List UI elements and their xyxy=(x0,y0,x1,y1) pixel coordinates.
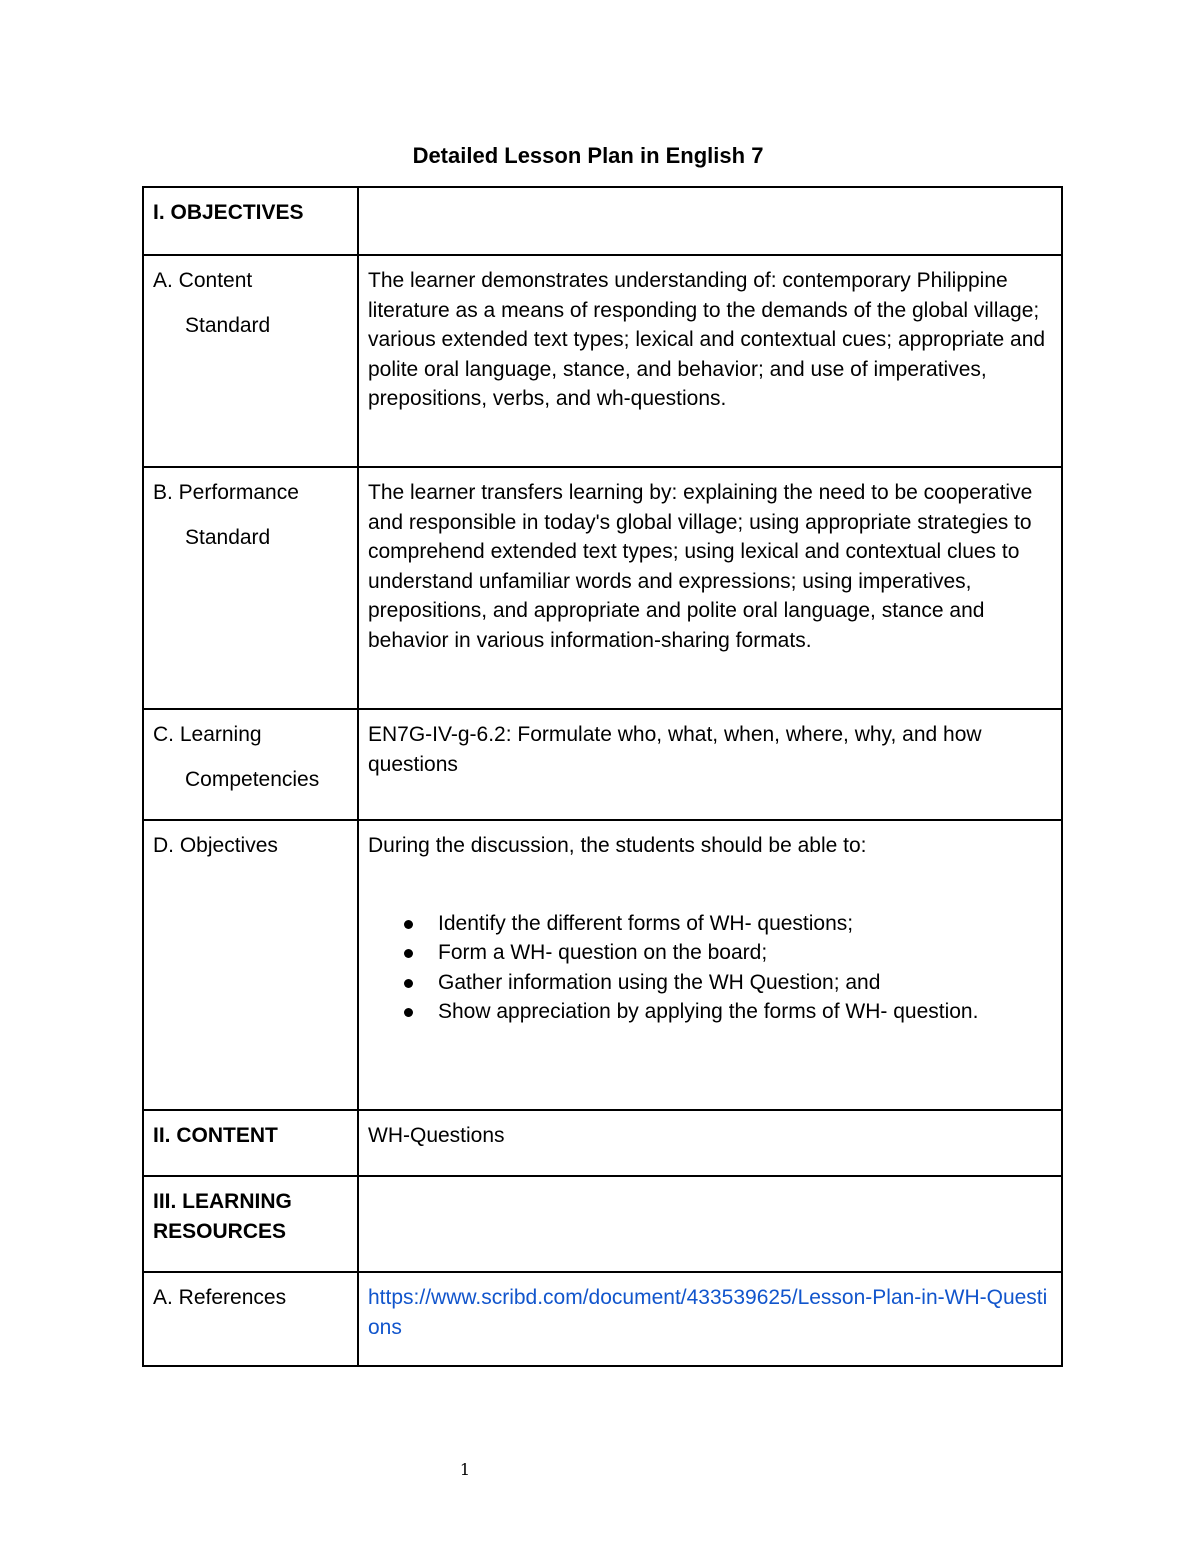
performance-standard-label-cell xyxy=(143,467,358,709)
performance-standard-text: The learner transfers learning by: explaining the need to be cooperative and responsible in today's global village; using appropriate strategies to comprehend extended text types; using lexical and contextual clues to understand unfamiliar words and expressions; using imperatives, prepositions, and appropriate and polite oral language, stance and behavior in various information-sharing formats. xyxy=(368,481,1033,652)
learning-competencies-text-cell xyxy=(358,709,1062,820)
performance-standard-label-line1: B. Performance xyxy=(153,481,299,504)
content-standard-label-cell xyxy=(143,255,358,467)
content-text: WH-Questions xyxy=(368,1124,505,1147)
reference-link[interactable]: https://www.scribd.com/document/433539625/Lesson-Plan-in-WH-Questions xyxy=(368,1286,1048,1339)
content-standard-text-cell xyxy=(358,255,1062,467)
content-standard-label-line1: A. Content xyxy=(153,269,253,292)
content-standard-text: The learner demonstrates understanding of: contemporary Philippine literature as a means of responding to the demands of the global village; various extended text types; lexical and contextual cues; appropriate and polite oral language, stance, and behavior; and use of imperatives, prepositions, verbs, and wh-questions. xyxy=(368,269,1046,410)
learning-competencies-text: EN7G-IV-g-6.2: Formulate who, what, when, where, why, and how questions xyxy=(368,723,982,776)
list-item: Identify the different forms of WH- questions; xyxy=(438,909,1053,939)
list-item: Show appreciation by applying the forms of WH- question. xyxy=(438,997,1053,1027)
table-row-references xyxy=(143,1272,1062,1366)
table-row-content-standard xyxy=(143,255,1062,467)
learning-resources-label-cell xyxy=(143,1176,358,1272)
learning-competencies-label-line2: Competencies xyxy=(185,767,320,791)
list-item: Gather information using the WH Question; and xyxy=(438,968,1053,998)
table-row-learning-competencies xyxy=(143,709,1062,820)
objectives-intro: During the discussion, the students should be able to: xyxy=(368,834,867,857)
table-row-content xyxy=(143,1110,1062,1176)
performance-standard-text-cell xyxy=(358,467,1062,709)
references-label-cell xyxy=(143,1272,358,1366)
learning-competencies-label-line1: C. Learning xyxy=(153,723,262,746)
learning-competencies-label xyxy=(153,720,349,794)
learning-competencies-label-cell xyxy=(143,709,358,820)
table-row-objectives-header xyxy=(143,187,1062,255)
lesson-plan-table xyxy=(142,186,1063,1367)
objectives-label: D. Objectives xyxy=(153,834,278,857)
table-row-learning-resources xyxy=(143,1176,1062,1272)
content-standard-label-line2: Standard xyxy=(185,313,271,337)
list-item: Form a WH- question on the board; xyxy=(438,938,1053,968)
references-label: A. References xyxy=(153,1286,287,1309)
content-label-cell xyxy=(143,1110,358,1176)
table-row-performance-standard xyxy=(143,467,1062,709)
performance-standard-label-line2: Standard xyxy=(185,525,271,549)
learning-resources-empty-cell xyxy=(358,1176,1062,1272)
objectives-header: I. OBJECTIVES xyxy=(153,201,304,224)
objectives-label-cell xyxy=(143,820,358,1110)
content-text-cell xyxy=(358,1110,1062,1176)
objectives-header-empty-cell xyxy=(358,187,1062,255)
objectives-list xyxy=(368,909,1053,1027)
objectives-text-cell xyxy=(358,820,1062,1110)
document-title: Detailed Lesson Plan in English 7 xyxy=(412,143,764,168)
page-number: 1 xyxy=(459,1460,471,1479)
references-link-cell xyxy=(358,1272,1062,1366)
objectives-header-cell xyxy=(143,187,358,255)
performance-standard-label xyxy=(153,478,349,552)
learning-resources-label: III. LEARNING RESOURCES xyxy=(153,1190,292,1243)
content-label: II. CONTENT xyxy=(153,1124,278,1147)
content-standard-label xyxy=(153,266,349,340)
table-row-objectives xyxy=(143,820,1062,1110)
